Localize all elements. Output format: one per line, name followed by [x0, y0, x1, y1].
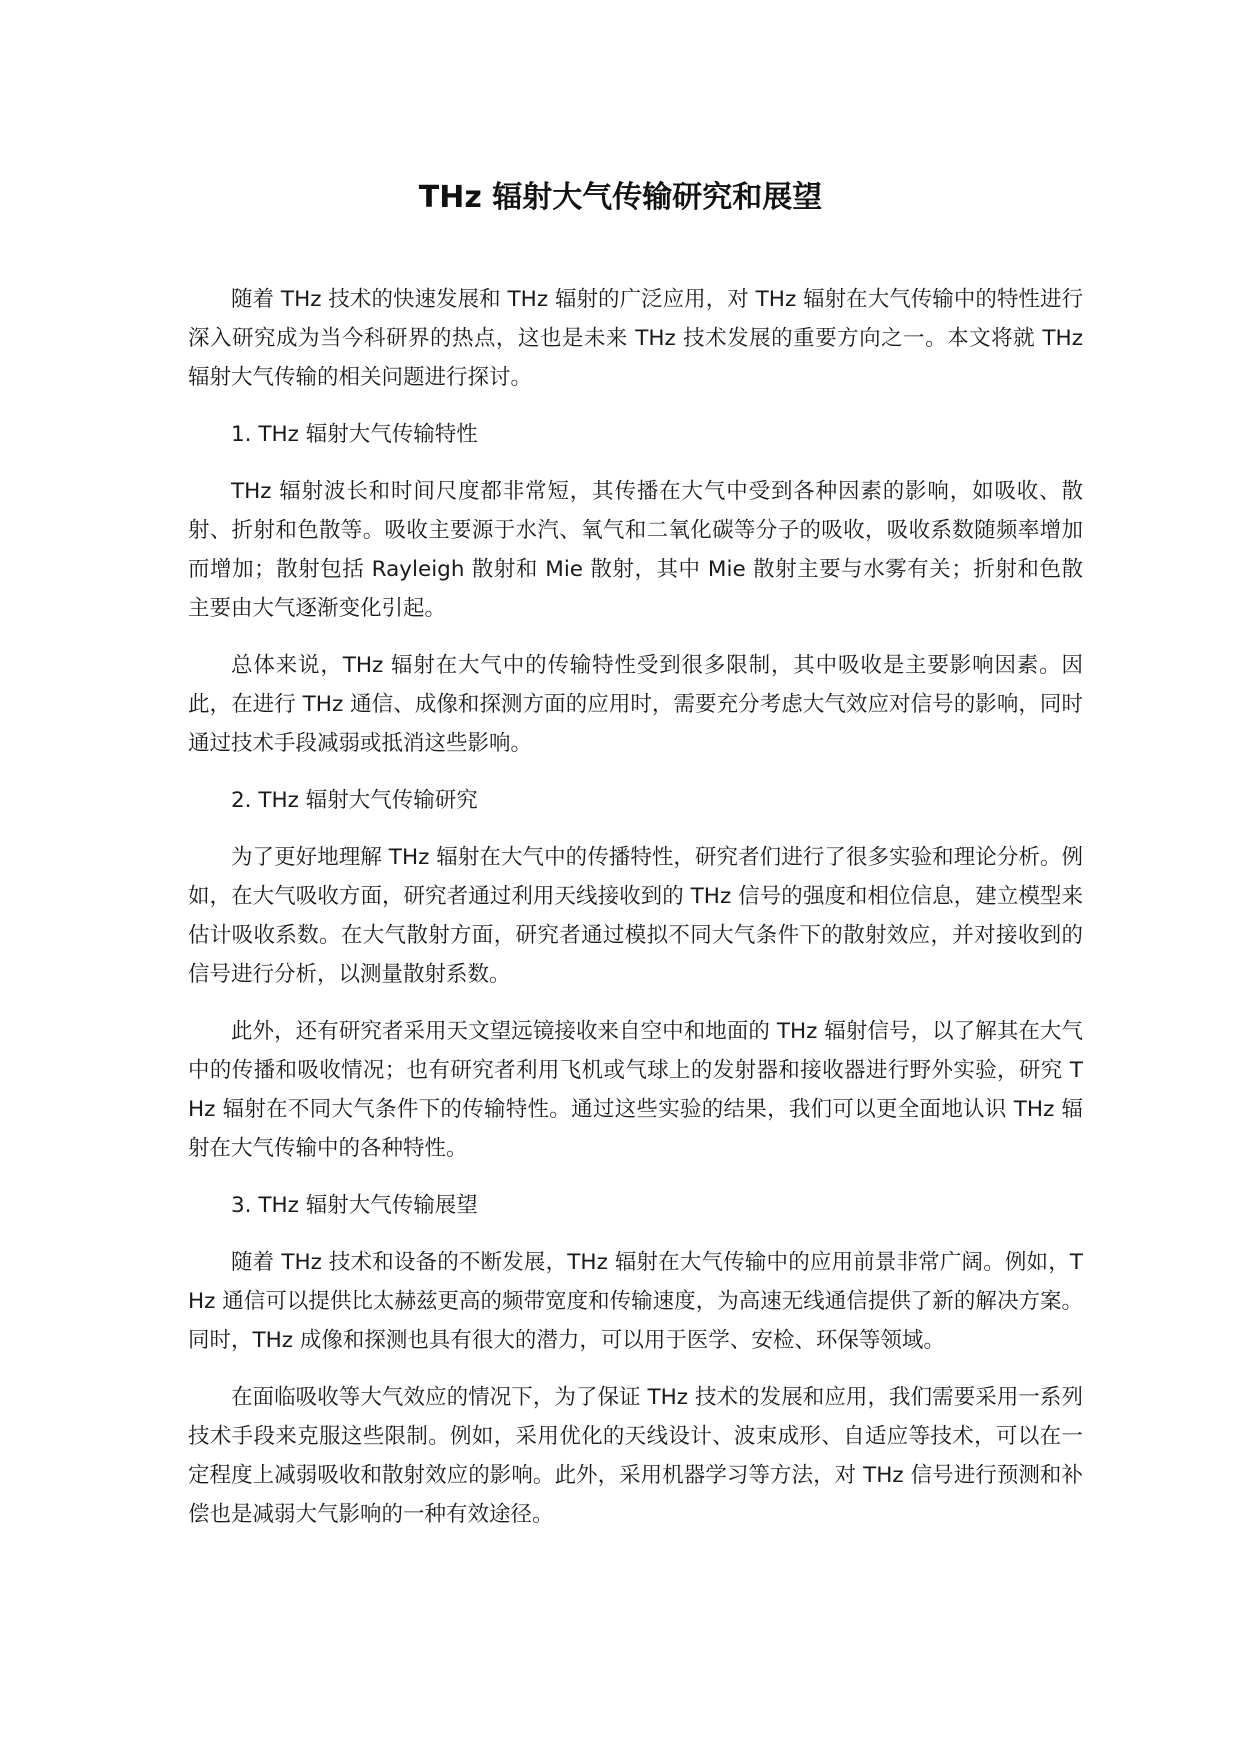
section-heading-2: 2. THz 辐射大气传输研究 [231, 788, 478, 813]
section-2-paragraph-1: 为了更好地理解 THz 辐射在大气中的传播特性，研究者们进行了很多实验和理论分析。例如，在大气吸收方面，研究者通过利用天线接收到的 THz 信号的强度和相位信息，建立模型来估计吸收系数。在大气散射方面，研究者通过模拟不同大气条件下的散射效应，并对接收到的信号进行分析，以测量散射系数。 [188, 845, 1083, 987]
document-body [188, 280, 1083, 1552]
section-3-paragraph-1: 随着 THz 技术和设备的不断发展，THz 辐射在大气传输中的应用前景非常广阔。例如，THz 通信可以提供比太赫兹更高的频带宽度和传输速度，为高速无线通信提供了新的解决方案。同时，THz 成像和探测也具有很大的潜力，可以用于医学、安检、环保等领域。 [188, 1250, 1083, 1353]
section-2-paragraph-2: 此外，还有研究者采用天文望远镜接收来自空中和地面的 THz 辐射信号，以了解其在大气中的传播和吸收情况；也有研究者利用飞机或气球上的发射器和接收器进行野外实验，研究 THz 辐射在不同大气条件下的传输特性。通过这些实验的结果，我们可以更全面地认识 THz 辐射在大气传输中的各种特性。 [188, 1019, 1083, 1161]
section-3-paragraph-2: 在面临吸收等大气效应的情况下，为了保证 THz 技术的发展和应用，我们需要采用一系列技术手段来克服这些限制。例如，采用优化的天线设计、波束成形、自适应等技术，可以在一定程度上减弱吸收和散射效应的影响。此外，采用机器学习等方法，对 THz 信号进行预测和补偿也是减弱大气影响的一种有效途径。 [188, 1385, 1083, 1527]
section-heading-3: 3. THz 辐射大气传输展望 [231, 1193, 478, 1218]
section-1-paragraph-2: 总体来说，THz 辐射在大气中的传输特性受到很多限制，其中吸收是主要影响因素。因此，在进行 THz 通信、成像和探测方面的应用时，需要充分考虑大气效应对信号的影响，同时通过技术手段减弱或抵消这些影响。 [188, 653, 1083, 756]
document-title: THz 辐射大气传输研究和展望 [418, 180, 823, 215]
section-1-paragraph-1: THz 辐射波长和时间尺度都非常短，其传播在大气中受到各种因素的影响，如吸收、散射、折射和色散等。吸收主要源于水汽、氧气和二氧化碳等分子的吸收，吸收系数随频率增加而增加；散射包括 Rayleigh 散射和 Mie 散射，其中 Mie 散射主要与水雾有关；折射和色散主要由大气逐渐变化引起。 [188, 479, 1083, 621]
intro-paragraph: 随着 THz 技术的快速发展和 THz 辐射的广泛应用，对 THz 辐射在大气传输中的特性进行深入研究成为当今科研界的热点，这也是未来 THz 技术发展的重要方向之一。本文将就 THz 辐射大气传输的相关问题进行探讨。 [188, 287, 1083, 390]
section-heading-1: 1. THz 辐射大气传输特性 [231, 422, 478, 447]
